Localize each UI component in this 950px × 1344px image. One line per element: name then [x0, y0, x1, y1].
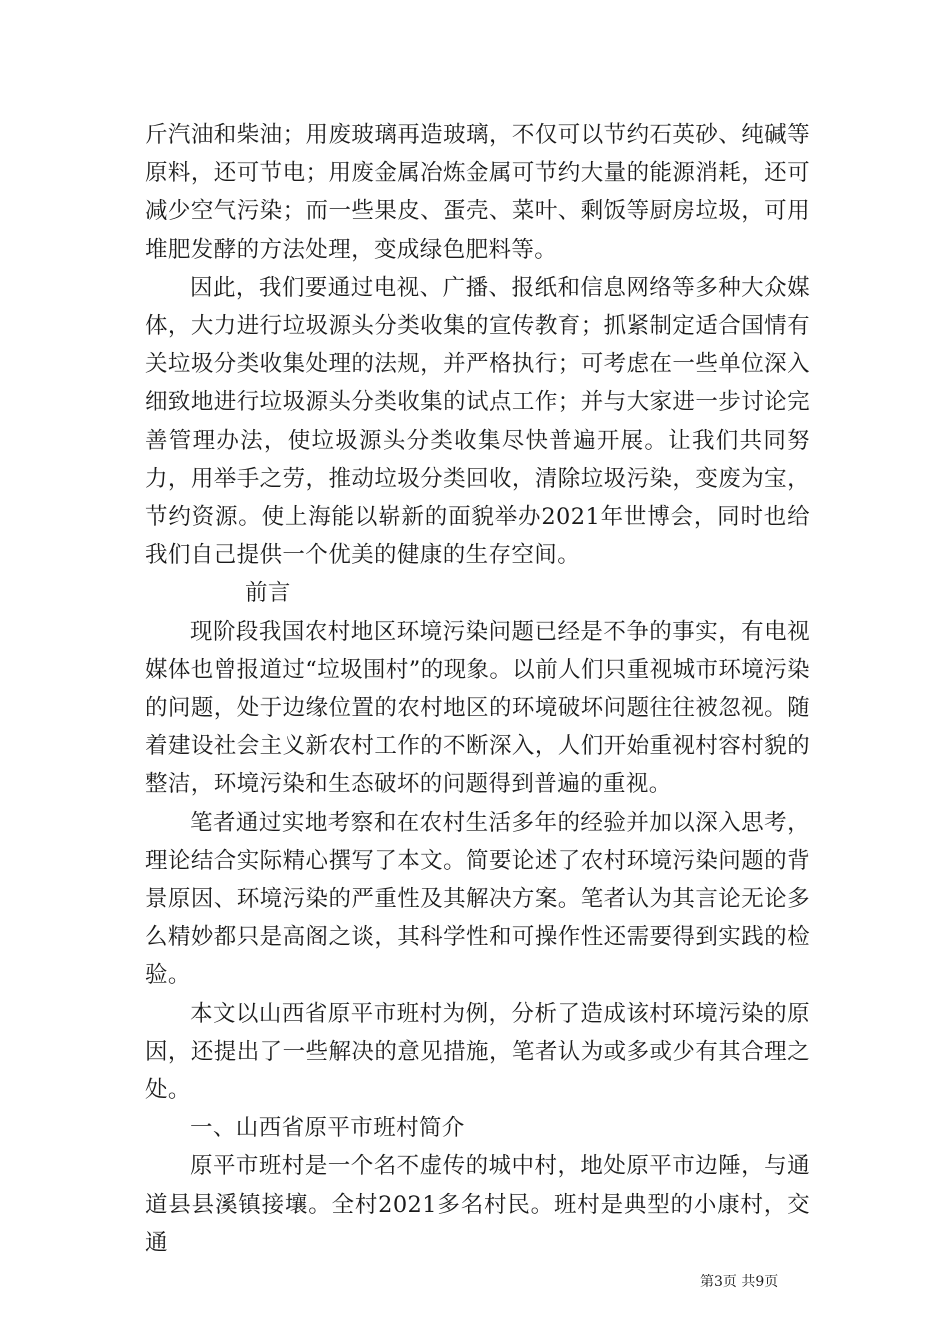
- paragraph-publicity: 因此，我们要通过电视、广播、报纸和信息网络等多种大众媒体，大力进行垃圾源头分类收集的宣传教育；抓紧制定适合国情有关垃圾分类收集处理的法规，并严格执行；可考虑在一些单位深入细致地进行垃圾源头分类收集的试点工作；并与大家进一步讨论完善管理办法，使垃圾源头分类收集尽快普遍开展。让我们共同努力，用举手之劳，推动垃圾分类回收，清除垃圾污染，变废为宝，节约资源。使上海能以崭新的面貌举办2021年世博会，同时也给我们自己提供一个优美的健康的生存空间。: [145, 274, 810, 569]
- paragraph-case-study: 本文以山西省原平市班村为例，分析了造成该村环境污染的原因，还提出了一些解决的意见措施，笔者认为或多或少有其合理之处。: [145, 1000, 810, 1104]
- section-heading-preface: 前言: [245, 580, 291, 607]
- document-body: [145, 116, 810, 1262]
- paragraph-rural-pollution: 现阶段我国农村地区环境污染问题已经是不争的事实，有电视媒体也曾报道过“垃圾围村”的现象。以前人们只重视城市环境污染的问题，处于边缘位置的农村地区的环境破坏问题往往被忽视。随着建设社会主义新农村工作的不断深入，人们开始重视村容村貌的整洁，环境污染和生态破坏的问题得到普遍的重视。: [145, 618, 811, 798]
- paragraph-author-note: 笔者通过实地考察和在农村生活多年的经验并加以深入思考，理论结合实际精心撰写了本文。简要论述了农村环境污染问题的背景原因、环境污染的严重性及其解决方案。笔者认为其言论无论多么精妙都只是高阁之谈，其科学性和可操作性还需要得到实践的检验。: [145, 809, 810, 989]
- paragraph-village-intro: 原平市班村是一个名不虚传的城中村，地处原平市边陲，与通道县县溪镇接壤。全村2021多名村民。班村是典型的小康村，交通: [145, 1153, 810, 1256]
- page-number-footer: 第3页 共9页: [700, 1274, 779, 1290]
- section-heading-village-intro: 一、山西省原平市班村简介: [190, 1115, 465, 1142]
- paragraph-continuation: 斤汽油和柴油；用废玻璃再造玻璃，不仅可以节约石英砂、纯碱等原料，还可节电；用废金属冶炼金属可节约大量的能源消耗，还可减少空气污染；而一些果皮、蛋壳、菜叶、剩饭等厨房垃圾，可用堆肥发酵的方法处理，变成绿色肥料等。: [145, 122, 810, 263]
